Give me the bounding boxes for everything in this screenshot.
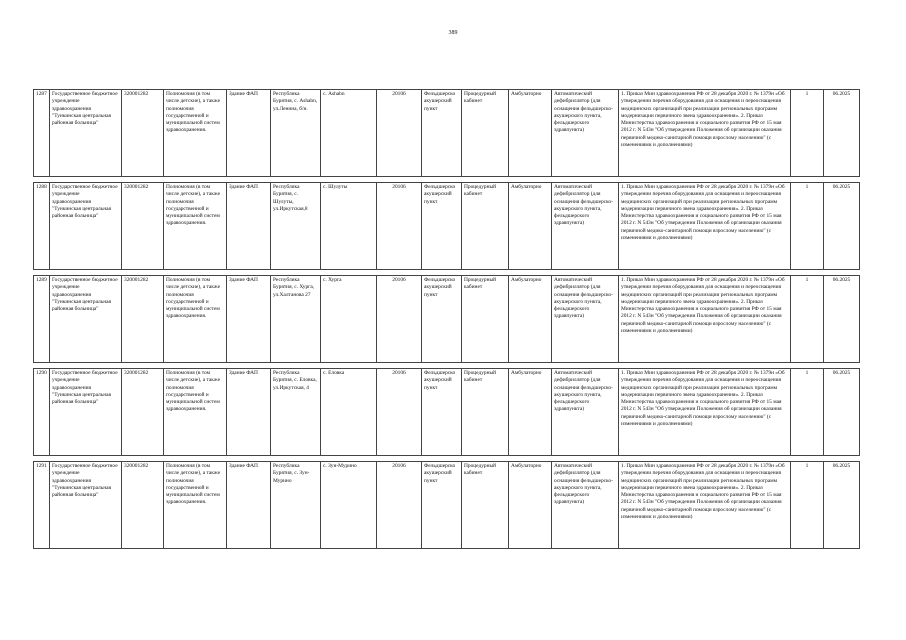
address: Республика Бурятия, с. Шулуты, ул.Иркутская,8 [271, 183, 321, 270]
legal-basis: 1. Приказ Мин здравоохранения РФ от 28 декабря 2020 г. № 1379н «Об утверждении перечня оборудования для оснащения и переоснащения медицинских организаций при реализации региональных программ модернизации первичного звена здравоохранения». 2. Приказ Министерства здравоохранения и социального развития РФ от 15 мая 2012 г. N 543н "Об утверждении Положения об организации оказания первичной медико-санитарной помощи взрослому населению" (с изменениями и дополнениями) [619, 462, 791, 549]
building-type: Здание ФАП [227, 183, 271, 270]
table-row [34, 276, 860, 363]
quantity: 1 [791, 183, 824, 270]
settlement: с. Еловка [321, 369, 377, 456]
organization-code: 320001282 [122, 462, 164, 549]
authority-description: Полномочия (в том числе детские), а также полномочия государственной и муниципальной систем здравоохранения. [164, 369, 227, 456]
equipment-name: Автоматический дефибриллятор (для оснащения фельдшерско-акушерского пункта, фельдшерского здравпункта) [552, 462, 619, 549]
quantity: 1 [791, 369, 824, 456]
settlement: с. Аshabn [321, 90, 377, 177]
settlement: с. Зун-Мурино [321, 462, 377, 549]
equipment-name: Автоматический дефибриллятор (для оснащения фельдшерско-акушерского пункта, фельдшерского здравпункта) [552, 369, 619, 456]
quantity: 1 [791, 90, 824, 177]
unit-type: Фельдшерско акушерский пункт [422, 183, 462, 270]
authority-description: Полномочия (в том числе детские), а также полномочия государственной и муниципальной систем здравоохранения. [164, 462, 227, 549]
room: Процедурный кабинет [462, 183, 509, 270]
authority-description: Полномочия (в том числе детские), а также полномочия государственной и муниципальной систем здравоохранения. [164, 276, 227, 363]
legal-basis: 1. Приказ Мин здравоохранения РФ от 28 декабря 2020 г. № 1379н «Об утверждении перечня оборудования для оснащения и переоснащения медицинских организаций при реализации региональных программ модернизации первичного звена здравоохранения». 2. Приказ Министерства здравоохранения и социального развития РФ от 15 мая 2012 г. N 543н "Об утверждении Положения об организации оказания первичной медико-санитарной помощи взрослому населению" (с изменениями и дополнениями) [619, 276, 791, 363]
authority-description: Полномочия (в том числе детские), а также полномочия государственной и муниципальной систем здравоохранения. [164, 183, 227, 270]
table-row [34, 462, 860, 549]
room: Процедурный кабинет [462, 462, 509, 549]
care-form: Амбулаторно [509, 183, 552, 270]
organization-name: Государственное бюджетное учреждение здравоохранения "Тункинская центральная районная больница" [50, 90, 122, 177]
organization-code: 320001282 [122, 183, 164, 270]
building-type: Здание ФАП [227, 369, 271, 456]
quantity: 1 [791, 462, 824, 549]
delivery-date: 06.2025 [824, 369, 860, 456]
delivery-date: 06.2025 [824, 183, 860, 270]
room: Процедурный кабинет [462, 276, 509, 363]
organization-code: 320001282 [122, 90, 164, 177]
address: Республика Бурятия, с. Еловка, ул.Иркутская, 4 [271, 369, 321, 456]
building-type: Здание ФАП [227, 462, 271, 549]
table-row [34, 90, 860, 177]
row-number: 1289 [34, 276, 50, 363]
unit-code: 20106 [377, 90, 422, 177]
delivery-date: 06.2025 [824, 90, 860, 177]
authority-description: Полномочия (в том числе детские), а также полномочия государственной и муниципальной систем здравоохранения. [164, 90, 227, 177]
address: Республика Бурятия, с. Аshabn, ул.Ленина, б/н. [271, 90, 321, 177]
row-number: 1288 [34, 183, 50, 270]
address: Республика Бурятия, с. Зун-Мурино [271, 462, 321, 549]
legal-basis: 1. Приказ Мин здравоохранения РФ от 28 декабря 2020 г. № 1379н «Об утверждении перечня оборудования для оснащения и переоснащения медицинских организаций при реализации региональных программ модернизации первичного звена здравоохранения». 2. Приказ Министерства здравоохранения и социального развития РФ от 15 мая 2012 г. N 543н "Об утверждении Положения об организации оказания первичной медико-санитарной помощи взрослому населению" (с изменениями и дополнениями) [619, 369, 791, 456]
equipment-name: Автоматический дефибриллятор (для оснащения фельдшерско-акушерского пункта, фельдшерского здравпункта) [552, 276, 619, 363]
equipment-register-table [33, 89, 860, 549]
address: Республика Бурятия, с. Хурга, ул.Халтанова 27 [271, 276, 321, 363]
organization-name: Государственное бюджетное учреждение здравоохранения "Тункинская центральная районная больница" [50, 276, 122, 363]
unit-code: 20106 [377, 462, 422, 549]
room: Процедурный кабинет [462, 90, 509, 177]
row-number: 1291 [34, 462, 50, 549]
table-row [34, 369, 860, 456]
organization-name: Государственное бюджетное учреждение здравоохранения "Тункинская центральная районная больница" [50, 183, 122, 270]
room: Процедурный кабинет [462, 369, 509, 456]
unit-type: Фельдшерско акушерский пункт [422, 369, 462, 456]
equipment-name: Автоматический дефибриллятор (для оснащения фельдшерско-акушерского пункта, фельдшерского здравпункта) [552, 183, 619, 270]
row-number: 1290 [34, 369, 50, 456]
delivery-date: 06.2025 [824, 462, 860, 549]
legal-basis: 1. Приказ Мин здравоохранения РФ от 28 декабря 2020 г. № 1379н «Об утверждении перечня оборудования для оснащения и переоснащения медицинских организаций при реализации региональных программ модернизации первичного звена здравоохранения». 2. Приказ Министерства здравоохранения и социального развития РФ от 15 мая 2012 г. N 543н "Об утверждении Положения об организации оказания первичной медико-санитарной помощи взрослому населению" (с изменениями и дополнениями) [619, 90, 791, 177]
row-number: 1287 [34, 90, 50, 177]
building-type: Здание ФАП [227, 90, 271, 177]
care-form: Амбулаторно [509, 462, 552, 549]
delivery-date: 06.2025 [824, 276, 860, 363]
settlement: с. Хурга [321, 276, 377, 363]
equipment-name: Автоматический дефибриллятор (для оснащения фельдшерско-акушерского пункта, фельдшерского здравпункта) [552, 90, 619, 177]
organization-code: 320001282 [122, 276, 164, 363]
page-number: 389 [448, 30, 458, 36]
unit-code: 20106 [377, 276, 422, 363]
unit-type: Фельдшерско акушерский пункт [422, 90, 462, 177]
settlement: с. Шулуты [321, 183, 377, 270]
organization-code: 320001282 [122, 369, 164, 456]
organization-name: Государственное бюджетное учреждение здравоохранения "Тункинская центральная районная больница" [50, 462, 122, 549]
building-type: Здание ФАП [227, 276, 271, 363]
quantity: 1 [791, 276, 824, 363]
legal-basis: 1. Приказ Мин здравоохранения РФ от 28 декабря 2020 г. № 1379н «Об утверждении перечня оборудования для оснащения и переоснащения медицинских организаций при реализации региональных программ модернизации первичного звена здравоохранения». 2. Приказ Министерства здравоохранения и социального развития РФ от 15 мая 2012 г. N 543н "Об утверждении Положения об организации оказания первичной медико-санитарной помощи взрослому населению" (с изменениями и дополнениями) [619, 183, 791, 270]
unit-type: Фельдшерско акушерский пункт [422, 462, 462, 549]
organization-name: Государственное бюджетное учреждение здравоохранения "Тункинская центральная районная больница" [50, 369, 122, 456]
unit-code: 20106 [377, 369, 422, 456]
care-form: Амбулаторно [509, 369, 552, 456]
care-form: Амбулаторно [509, 276, 552, 363]
table-row [34, 183, 860, 270]
unit-type: Фельдшерско акушерский пункт [422, 276, 462, 363]
unit-code: 20106 [377, 183, 422, 270]
care-form: Амбулаторно [509, 90, 552, 177]
